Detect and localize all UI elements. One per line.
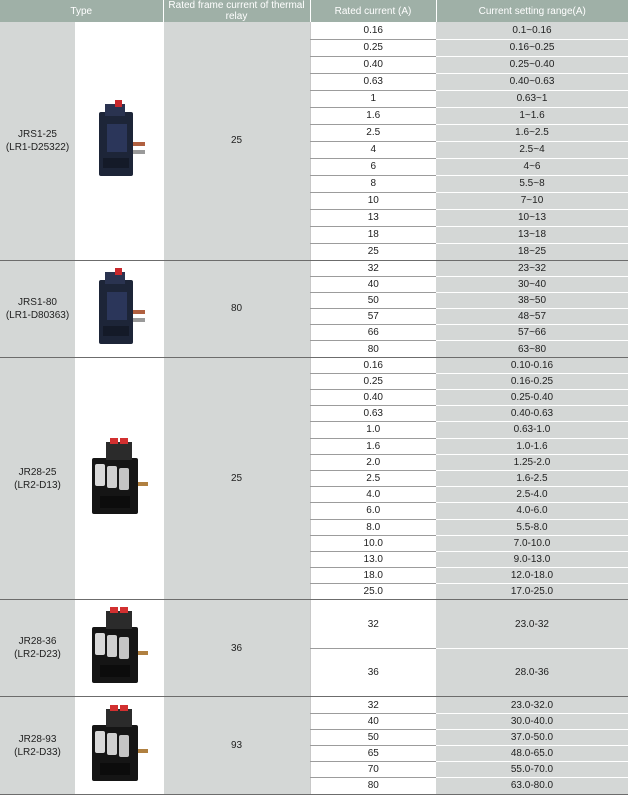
setting-range-cell: 0.25~0.40 [436, 56, 628, 73]
rated-current-cell: 40 [310, 276, 436, 292]
model-name: JRS1-25 [18, 128, 57, 140]
rated-current-cell: 0.40 [310, 390, 436, 406]
rated-current-cell: 32 [310, 260, 436, 276]
table-row [0, 697, 628, 713]
model-equivalent: (LR1-D25322) [5, 141, 70, 153]
model-equivalent: (LR2-D33) [14, 746, 61, 758]
setting-range-cell: 0.40-0.63 [436, 406, 628, 422]
setting-range-cell: 0.16-0.25 [436, 373, 628, 389]
setting-range-cell: 5.5-8.0 [436, 519, 628, 535]
rated-current-cell: 70 [310, 762, 436, 778]
rated-current-cell: 2.5 [310, 470, 436, 486]
setting-range-cell: 0.1~0.16 [436, 22, 628, 39]
rated-current-cell: 8 [310, 175, 436, 192]
relay-product-image [75, 100, 163, 182]
rated-current-cell: 0.25 [310, 39, 436, 56]
model-name: JR28-93 [18, 733, 57, 745]
rated-current-cell: 0.63 [310, 406, 436, 422]
rated-current-cell: 13.0 [310, 551, 436, 567]
setting-range-cell: 30.0-40.0 [436, 713, 628, 729]
setting-range-cell: 57~66 [436, 325, 628, 341]
rated-current-cell: 1.6 [310, 107, 436, 124]
frame-current-cell: 36 [163, 600, 310, 697]
rated-current-cell: 57 [310, 309, 436, 325]
rated-current-cell: 4.0 [310, 487, 436, 503]
rated-current-cell: 25.0 [310, 584, 436, 600]
table-row [0, 260, 628, 276]
setting-range-cell: 28.0-36 [436, 648, 628, 697]
setting-range-cell: 37.0-50.0 [436, 729, 628, 745]
rated-current-cell: 4 [310, 141, 436, 158]
header-setting-range: Current setting range(A) [436, 0, 628, 22]
rated-current-cell: 2.5 [310, 124, 436, 141]
setting-range-cell: 23.0-32.0 [436, 697, 628, 713]
setting-range-cell: 7~10 [436, 192, 628, 209]
setting-range-cell: 0.63-1.0 [436, 422, 628, 438]
rated-current-cell: 32 [310, 697, 436, 713]
relay-image-cell [75, 357, 163, 600]
rated-current-cell: 0.40 [310, 56, 436, 73]
table-row [0, 357, 628, 373]
frame-current-cell: 25 [163, 357, 310, 600]
setting-range-cell: 5.5~8 [436, 175, 628, 192]
rated-current-cell: 80 [310, 341, 436, 357]
setting-range-cell: 1.0-1.6 [436, 438, 628, 454]
rated-current-cell: 2.0 [310, 454, 436, 470]
setting-range-cell: 0.25-0.40 [436, 390, 628, 406]
setting-range-cell: 0.16~0.25 [436, 39, 628, 56]
rated-current-cell: 50 [310, 729, 436, 745]
rated-current-cell: 1 [310, 90, 436, 107]
setting-range-cell: 17.0-25.0 [436, 584, 628, 600]
rated-current-cell: 6.0 [310, 503, 436, 519]
rated-current-cell: 6 [310, 158, 436, 175]
table-header [0, 0, 628, 22]
rated-current-cell: 18.0 [310, 568, 436, 584]
setting-range-cell: 1~1.6 [436, 107, 628, 124]
setting-range-cell: 2.5-4.0 [436, 487, 628, 503]
rated-current-cell: 1.6 [310, 438, 436, 454]
setting-range-cell: 0.40~0.63 [436, 73, 628, 90]
model-type-cell [0, 697, 75, 794]
model-equivalent: (LR1-D80363) [5, 309, 70, 321]
model-type-cell [0, 22, 75, 260]
rated-current-cell: 10.0 [310, 535, 436, 551]
rated-current-cell: 18 [310, 226, 436, 243]
setting-range-cell: 4~6 [436, 158, 628, 175]
setting-range-cell: 4.0-6.0 [436, 503, 628, 519]
setting-range-cell: 48.0-65.0 [436, 746, 628, 762]
setting-range-cell: 2.5~4 [436, 141, 628, 158]
rated-current-cell: 0.16 [310, 357, 436, 373]
model-name: JRS1-80 [18, 296, 57, 308]
table-row [0, 22, 628, 39]
rated-current-cell: 80 [310, 778, 436, 794]
setting-range-cell: 18~25 [436, 243, 628, 260]
model-type-cell [0, 600, 75, 697]
rated-current-cell: 0.25 [310, 373, 436, 389]
relay-image-cell [75, 600, 163, 697]
frame-current-cell: 93 [163, 697, 310, 794]
rated-current-cell: 32 [310, 600, 436, 649]
frame-current-cell: 80 [163, 260, 310, 357]
rated-current-cell: 1.0 [310, 422, 436, 438]
header-type: Type [0, 0, 163, 22]
model-name: JR28-25 [18, 466, 57, 478]
setting-range-cell: 23~32 [436, 260, 628, 276]
rated-current-cell: 25 [310, 243, 436, 260]
rated-current-cell: 0.63 [310, 73, 436, 90]
setting-range-cell: 48~57 [436, 309, 628, 325]
rated-current-cell: 13 [310, 209, 436, 226]
setting-range-cell: 1.6-2.5 [436, 470, 628, 486]
model-equivalent: (LR2-D23) [14, 649, 61, 661]
rated-current-cell: 50 [310, 292, 436, 308]
relay-product-image [75, 436, 163, 522]
relay-product-image [75, 268, 163, 350]
relay-product-image [75, 703, 163, 789]
model-type-cell [0, 357, 75, 600]
model-type-cell [0, 260, 75, 357]
setting-range-cell: 1.6~2.5 [436, 124, 628, 141]
header-rated-current: Rated current (A) [310, 0, 436, 22]
rated-current-cell: 10 [310, 192, 436, 209]
model-name: JR28-36 [18, 636, 57, 648]
setting-range-cell: 12.0-18.0 [436, 568, 628, 584]
setting-range-cell: 7.0-10.0 [436, 535, 628, 551]
frame-current-cell: 25 [163, 22, 310, 260]
setting-range-cell: 1.25-2.0 [436, 454, 628, 470]
setting-range-cell: 9.0-13.0 [436, 551, 628, 567]
header-frame-current: Rated frame current of thermal relay [163, 0, 310, 22]
setting-range-cell: 13~18 [436, 226, 628, 243]
rated-current-cell: 66 [310, 325, 436, 341]
relay-image-cell [75, 260, 163, 357]
setting-range-cell: 63.0-80.0 [436, 778, 628, 794]
rated-current-cell: 0.16 [310, 22, 436, 39]
rated-current-cell: 8.0 [310, 519, 436, 535]
rated-current-cell: 65 [310, 746, 436, 762]
rated-current-cell: 36 [310, 648, 436, 697]
setting-range-cell: 30~40 [436, 276, 628, 292]
setting-range-cell: 55.0-70.0 [436, 762, 628, 778]
setting-range-cell: 63~80 [436, 341, 628, 357]
relay-product-image [75, 605, 163, 691]
setting-range-cell: 23.0-32 [436, 600, 628, 649]
relay-image-cell [75, 22, 163, 260]
model-equivalent: (LR2-D13) [14, 479, 61, 491]
setting-range-cell: 10~13 [436, 209, 628, 226]
setting-range-cell: 0.10-0.16 [436, 357, 628, 373]
table-row [0, 600, 628, 649]
rated-current-cell: 40 [310, 713, 436, 729]
relay-image-cell [75, 697, 163, 794]
setting-range-cell: 38~50 [436, 292, 628, 308]
table-body [0, 22, 628, 794]
setting-range-cell: 0.63~1 [436, 90, 628, 107]
